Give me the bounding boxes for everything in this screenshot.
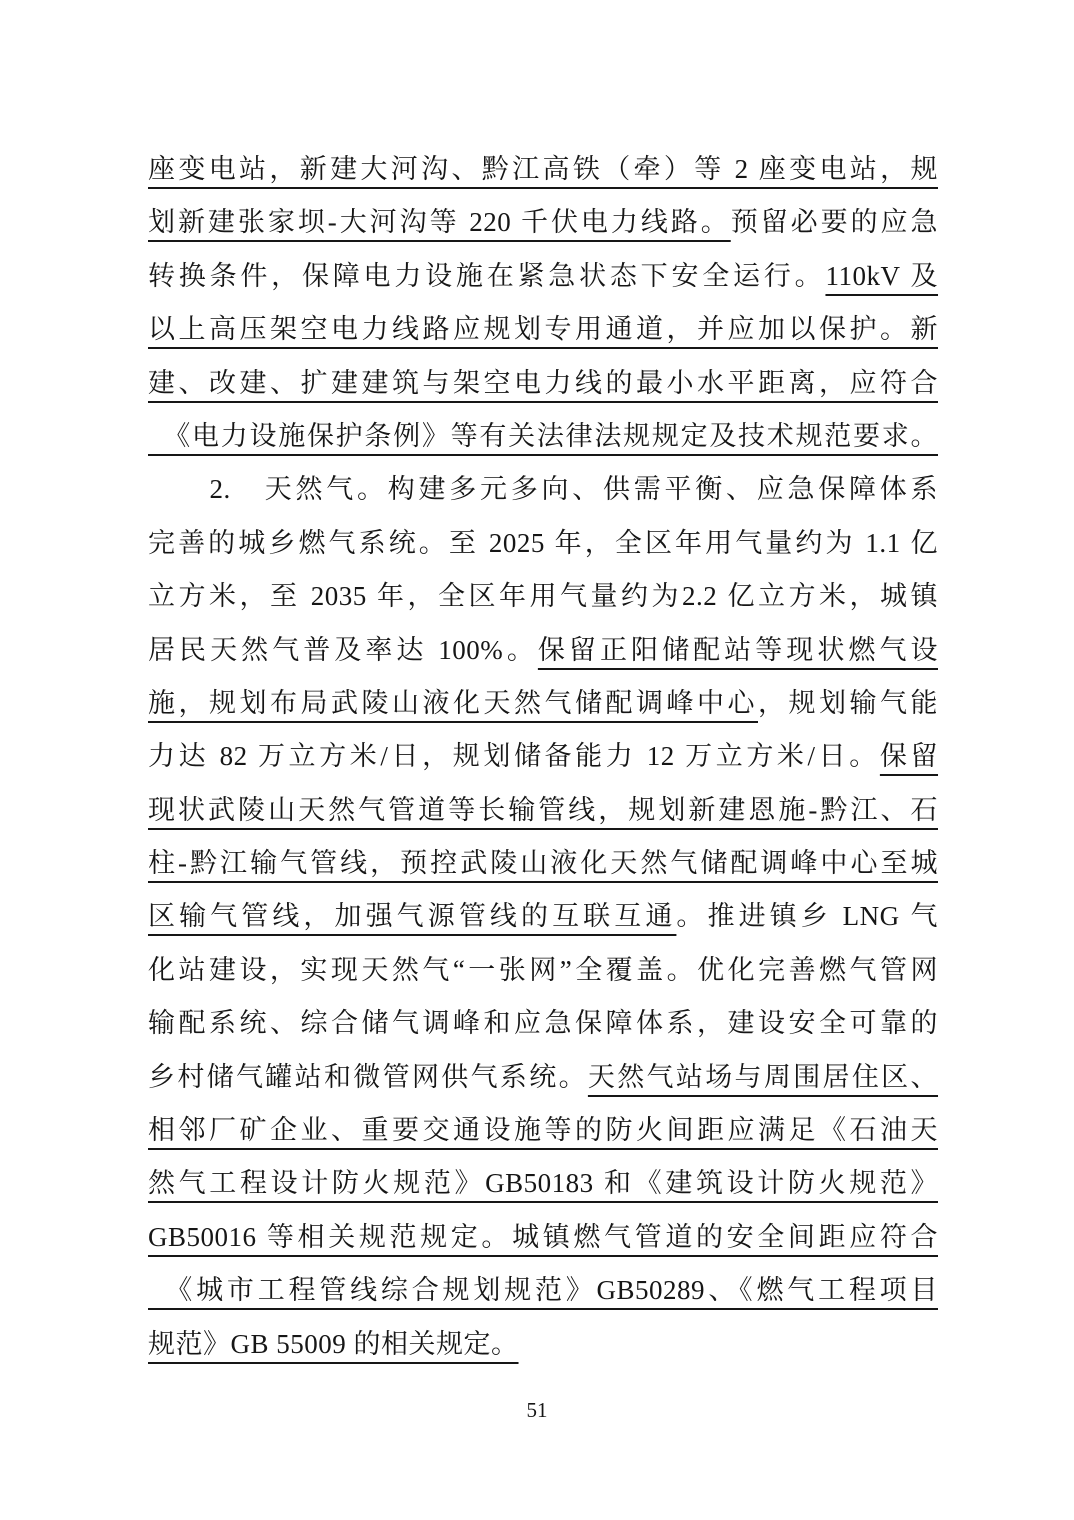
text-segment: 。推进镇乡 LNG 气 (676, 901, 938, 932)
text-line (148, 410, 938, 463)
text-line (148, 143, 938, 196)
text-segment: 居民天然气普及率达 100%。 (148, 634, 538, 665)
text-segment: 完善的城乡燃气系统。至 2025 年，全区年用气量约为 1.1 亿 (148, 527, 938, 558)
text-segment: 乡村储气罐站和微管网供气系统。 (148, 1061, 588, 1092)
text-segment: 2. 天然气。构建多元多向、供需平衡、应急保障体系 (148, 474, 938, 505)
text-line (148, 624, 938, 677)
page-number: 51 (526, 1398, 548, 1422)
text-line (148, 784, 938, 837)
text-line (148, 677, 938, 730)
underlined-text-segment: 相邻厂矿企业、重要交通设施等的防火间距应满足《石油天 (148, 1115, 938, 1146)
underlined-text-segment: 柱-黔江输气管线，预控武陵山液化天然气储配调峰中心至城 (148, 848, 938, 879)
text-line (148, 1211, 938, 1264)
underlined-text-segment: 《电力设施保护条例》等有关法律法规规定及技术规范要求。 (148, 420, 938, 451)
text-line (148, 1157, 938, 1210)
underlined-text-segment: 110kV 及 (825, 260, 939, 291)
text-line (148, 1264, 938, 1317)
underlined-text-segment: 规范》GB 55009 的相关规定。 (148, 1328, 519, 1359)
text-line (148, 1318, 938, 1371)
text-line (148, 570, 938, 623)
text-line (148, 250, 938, 303)
underlined-text-segment: 以上高压架空电力线路应规划专用通道，并应加以保护。新 (148, 314, 938, 345)
text-line (148, 1051, 938, 1104)
text-segment: 化站建设，实现天然气“一张网”全覆盖。优化完善燃气管网 (148, 954, 938, 985)
text-segment: 输配系统、综合储气调峰和应急保障体系，建设安全可靠的 (148, 1008, 938, 1039)
text-line (148, 196, 938, 249)
text-line (148, 890, 938, 943)
text-line (148, 463, 938, 516)
underlined-text-segment: 天然气站场与周围居住区、 (587, 1061, 939, 1092)
text-line (148, 837, 938, 890)
text-line (148, 303, 938, 356)
underlined-text-segment: 施，规划布局武陵山液化天然气储配调峰中心 (148, 687, 758, 718)
text-line (148, 1104, 938, 1157)
text-line (148, 944, 938, 997)
text-segment: 转换条件，保障电力设施在紧急状态下安全运行。 (148, 260, 826, 291)
underlined-text-segment: 保留 (879, 741, 939, 772)
underlined-text-segment: 然气工程设计防火规范》GB50183 和《建筑设计防火规范》 (148, 1168, 938, 1199)
text-segment: 力达 82 万立方米/日，规划储备能力 12 万立方米/日。 (148, 741, 880, 772)
underlined-text-segment: 座变电站，新建大河沟、黔江高铁（牵）等 2 座变电站，规 (148, 154, 938, 184)
underlined-text-segment: 建、改建、扩建建筑与架空电力线的最小水平距离，应符合 (148, 367, 938, 398)
underlined-text-segment: 《城市工程管线综合规划规范》GB50289、《燃气工程项目 (148, 1275, 938, 1306)
underlined-text-segment: 区输气管线，加强气源管线的互联互通 (148, 901, 677, 932)
text-segment: ，规划输气能 (758, 687, 938, 718)
underlined-text-segment: 现状武陵山天然气管道等长输管线，规划新建恩施-黔江、石 (148, 794, 938, 825)
text-segment: 预留必要的应急 (730, 207, 939, 238)
text-line (148, 997, 938, 1050)
document-body (148, 143, 938, 1371)
text-line (148, 357, 938, 410)
text-segment: 立方米，至 2035 年，全区年用气量约为2.2 亿立方米，城镇 (148, 581, 938, 612)
text-line (148, 730, 938, 783)
text-line (148, 517, 938, 570)
underlined-text-segment: 保留正阳储配站等现状燃气设 (537, 634, 938, 665)
underlined-text-segment: 划新建张家坝-大河沟等 220 千伏电力线路。 (148, 207, 731, 238)
underlined-text-segment: GB50016 等相关规范规定。城镇燃气管道的安全间距应符合 (148, 1221, 938, 1252)
